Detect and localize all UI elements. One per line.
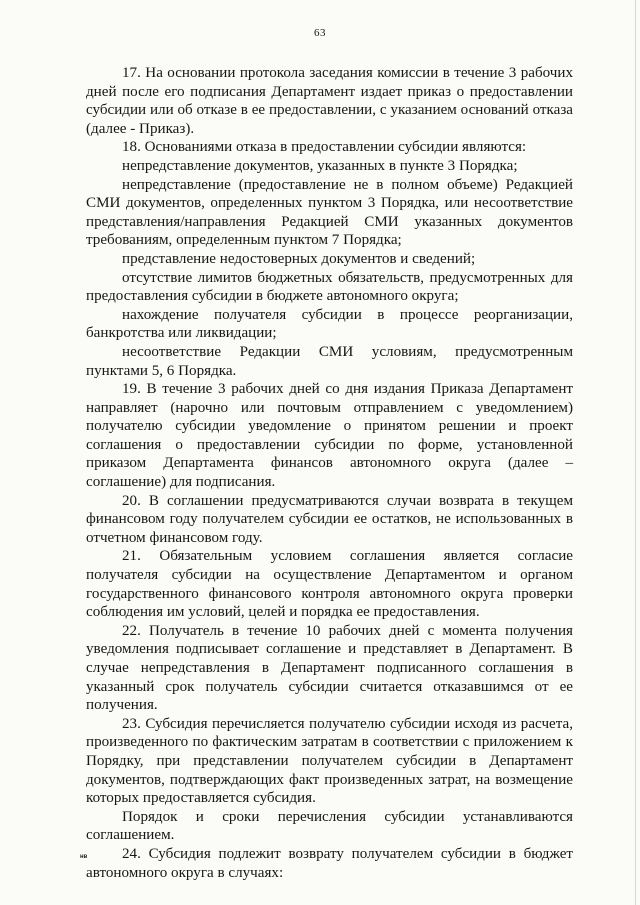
paragraph-17: 17. На основании протокола заседания комиссии в течение 3 рабочих дней после его подписания Департамент издает приказ о предоставлении субсидии или об отказе в ее предоставлении, с указанием оснований отказа (далее - Приказ).	[86, 65, 573, 137]
paragraph-20: 20. В соглашении предусматриваются случаи возврата в текущем финансовом году получателем субсидии ее остатков, не использованных в отчетном финансовом году.	[86, 492, 573, 546]
refusal-ground-2: непредставление (предоставление не в полном объеме) Редакцией СМИ документов, определенных пунктом 3 Порядка, или несоответствие представления/направления Редакцией СМИ указанных документов требованиям, определенным пунктом 7 Порядка;	[86, 176, 573, 249]
paragraph-21: 21. Обязательным условием соглашения является согласие получателя субсидии на осуществление Департаментом и органом государственного финансового контроля автономного округа проверки соблюдения им условий, целей и порядка ее предоставления.	[86, 548, 573, 621]
refusal-ground-3: представление недостоверных документов и сведений;	[122, 250, 476, 267]
refusal-ground-4: отсутствие лимитов бюджетных обязательств, предусмотренных для предоставления субсидии в бюджете автономного округа;	[86, 269, 573, 305]
paragraph-24: 24. Субсидия подлежит возврату получателем субсидии в бюджет автономного округа в случаях:	[86, 845, 573, 881]
paragraph-23-schedule: Порядок и сроки перечисления субсидии устанавливаются соглашением.	[86, 808, 573, 844]
paragraph-19: 19. В течение 3 рабочих дней со дня издания Приказа Департамент направляет (нарочно или почтовым отправлением с уведомлением) получателю субсидии уведомление о принятом решении и проект соглашения о предоставлении субсидии по форме, установленной приказом Департамента финансов автономного округа (далее – соглашение) для подписания.	[86, 381, 573, 491]
refusal-ground-5: нахождение получателя субсидии в процессе реорганизации, банкротства или ликвидации;	[86, 306, 573, 342]
document-body	[86, 64, 573, 882]
footer-initials: нв	[80, 854, 88, 860]
refusal-ground-1: непредставление документов, указанных в пункте 3 Порядка;	[122, 157, 518, 174]
paragraph-22: 22. Получатель в течение 10 рабочих дней с момента получения уведомления подписывает соглашение и представляет в Департамент. В случае непредставления в Департамент подписанного соглашения в указанный срок получатель субсидии считается отказавшимся от ее получения.	[86, 622, 573, 714]
paragraph-23: 23. Субсидия перечисляется получателю субсидии исходя из расчета, произведенного по фактическим затратам в соответствии с приложением к Порядку, при представлении получателем субсидии в Департамент документов, подтверждающих факт произведенных затрат, на возмещение которых предоставляется субсидия.	[86, 715, 573, 807]
scan-edge-line	[635, 0, 636, 905]
paragraph-18: 18. Основаниями отказа в предоставлении субсидии являются:	[122, 139, 527, 156]
refusal-ground-6: несоответствие Редакции СМИ условиям, предусмотренным пунктами 5, 6 Порядка.	[86, 343, 573, 379]
page-number: 63	[314, 27, 326, 39]
